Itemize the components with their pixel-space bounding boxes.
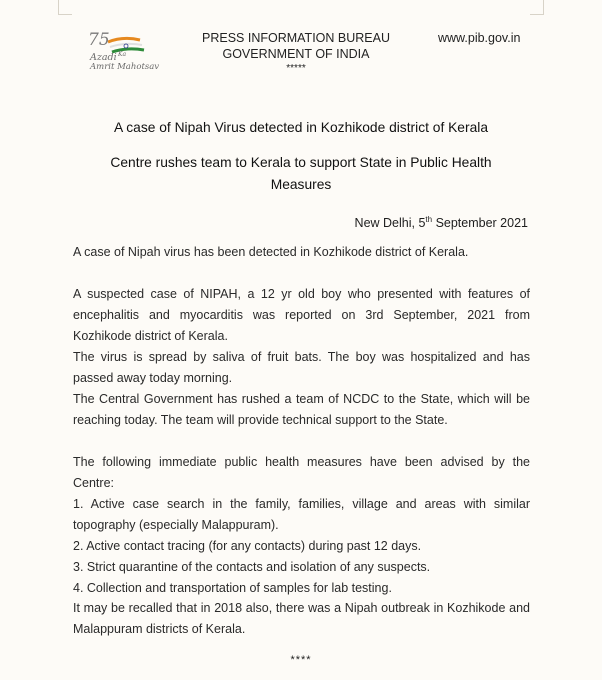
logo-line2: Amrit Mahotsav (90, 62, 160, 72)
dateline-ordinal: th (425, 215, 433, 224)
crop-mark-left-vertical (58, 0, 59, 14)
crop-mark-right-vertical (543, 0, 544, 14)
measures-block (73, 452, 530, 599)
list-item: 2. Active contact tracing (for any contacts) during past 12 days. (73, 539, 422, 553)
list-item: 4. Collection and transportation of samples for lab testing. (73, 581, 392, 595)
list-item: 3. Strict quarantine of the contacts and isolation of any suspects. (73, 560, 431, 574)
logo-small: Ka (118, 51, 127, 58)
subheadline: Centre rushes team to Kerala to support State in Public Health Measures (110, 155, 492, 192)
paragraph: A suspected case of NIPAH, a 12 yr old boy who presented with features of encephalitis and myocarditis was reported on 3rd September, 2021 from Kozhikode district of Kerala. (73, 287, 530, 343)
headline: A case of Nipah Virus detected in Kozhikode district of Kerala (113, 120, 488, 135)
measures-lead: The following immediate public health measures have been advised by the Centre: (73, 455, 530, 490)
logo-line1: Azadi (90, 52, 117, 63)
closing-paragraph: It may be recalled that in 2018 also, there was a Nipah outbreak in Kozhikode and Malappuram districts of Kerala. (73, 601, 530, 636)
logo-numeral: 75 (88, 30, 110, 50)
dateline-place: New Delhi, 5 (354, 216, 426, 230)
end-stars: **** (290, 654, 312, 666)
details-block (73, 284, 530, 431)
paragraph: The Central Government has rushed a team of NCDC to the State, which will be reaching today. The team will provide technical support to the State. (73, 392, 530, 427)
dateline-rest: September 2021 (432, 216, 528, 230)
header-stars: ***** (286, 63, 306, 74)
list-item: 1. Active case search in the family, families, village and areas with similar topography (especially Malappuram). (73, 497, 530, 532)
header-center (200, 30, 392, 75)
website-url: www.pib.gov.in (438, 31, 521, 45)
intro-paragraph: A case of Nipah virus has been detected in Kozhikode district of Kerala. (73, 245, 469, 259)
crop-mark-left-horizontal (58, 14, 72, 15)
bureau-name: PRESS INFORMATION BUREAU (202, 31, 390, 45)
dateline (355, 215, 528, 230)
crop-mark-right-horizontal (530, 14, 544, 15)
paragraph: The virus is spread by saliva of fruit bats. The boy was hospitalized and has passed away today morning. (73, 350, 530, 385)
azadi-ka-amrit-mahotsav-logo (88, 30, 168, 74)
government-name: GOVERNMENT OF INDIA (222, 47, 370, 61)
